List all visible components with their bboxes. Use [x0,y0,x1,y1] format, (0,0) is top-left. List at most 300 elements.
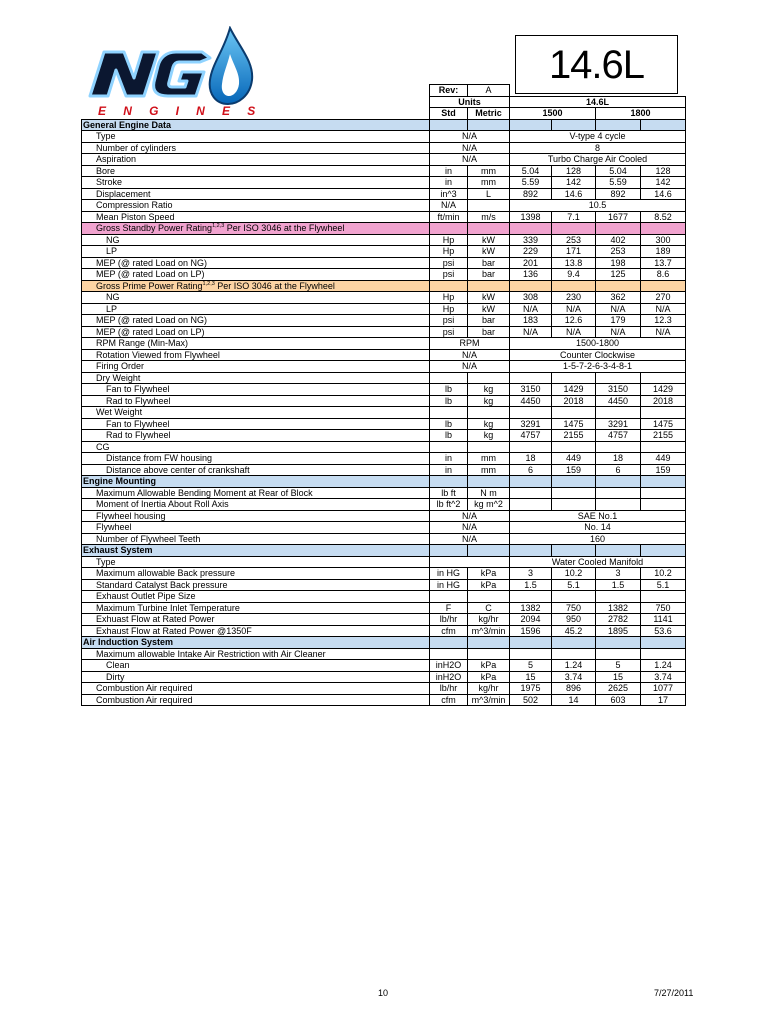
value-cell: 2155 [641,430,686,442]
spec-row [82,246,686,258]
value-cell: 1.24 [552,660,596,672]
rpm-1500-header: 1500 [510,108,596,120]
spec-label: Aspiration [82,154,430,166]
spec-label: Number of Flywheel Teeth [82,533,430,545]
value-cell: 5 [596,660,641,672]
spec-row [82,453,686,465]
rating-cell [552,280,596,292]
value-cell: 750 [641,602,686,614]
value-cell: 1975 [510,683,552,695]
spec-label: LP [82,246,430,258]
section-title: General Engine Data [82,119,430,131]
value-cell [510,487,552,499]
metric-unit-cell: bar [468,257,510,269]
value-cell [596,487,641,499]
unit-cell: N/A [430,533,510,545]
value-cell: 362 [596,292,641,304]
spec-row [82,177,686,189]
metric-unit-cell: mm [468,464,510,476]
spec-label: Firing Order [82,361,430,373]
empty-cell [641,372,686,384]
value-cell: 198 [596,257,641,269]
value-cell: 2018 [641,395,686,407]
section-header [82,545,686,557]
spec-row [82,154,686,166]
std-unit-cell: inH2O [430,671,468,683]
value-cell: 449 [552,453,596,465]
empty-cell [430,591,468,603]
spec-label: Exhaust Flow at Rated Power @1350F [82,625,430,637]
spec-row [82,338,686,350]
section-cell [430,637,468,649]
value-cell: 3 [510,568,552,580]
empty-cell [596,372,641,384]
spec-row [82,487,686,499]
spec-label: Stroke [82,177,430,189]
empty-cell [510,591,552,603]
std-unit-cell: lb/hr [430,683,468,695]
rating-cell [510,223,552,235]
section-cell [552,545,596,557]
empty-cell [552,407,596,419]
value-cell: SAE No.1 [510,510,686,522]
value-cell: 159 [641,464,686,476]
spec-label: MEP (@ rated Load on NG) [82,315,430,327]
value-cell: 17 [641,694,686,706]
spec-label: Wet Weight [82,407,430,419]
std-unit-cell: cfm [430,694,468,706]
value-cell: 1141 [641,614,686,626]
unit-cell: N/A [430,349,510,361]
metric-unit-cell [468,200,510,212]
std-unit-cell: ft/min [430,211,468,223]
value-cell: 1382 [510,602,552,614]
value-cell: 339 [510,234,552,246]
unit-cell: RPM [430,338,510,350]
std-unit-cell: lb [430,395,468,407]
value-cell: 230 [552,292,596,304]
section-cell [641,119,686,131]
spec-row [82,694,686,706]
std-unit-cell: N/A [430,200,468,212]
value-cell: 7.1 [552,211,596,223]
metric-unit-cell: kg/hr [468,614,510,626]
section-cell [510,476,552,488]
value-cell: 300 [641,234,686,246]
section-cell [430,119,468,131]
value-cell: 3.74 [552,671,596,683]
spec-label: Displacement [82,188,430,200]
spec-row [82,441,686,453]
spec-label: NG [82,292,430,304]
value-cell: 128 [641,165,686,177]
std-unit-cell: psi [430,326,468,338]
spec-label: MEP (@ rated Load on LP) [82,269,430,281]
section-cell [510,119,552,131]
value-cell: N/A [552,303,596,315]
rev-label: Rev: [430,85,468,97]
spec-row [82,418,686,430]
spec-row [82,211,686,223]
std-unit-cell: in HG [430,568,468,580]
empty-cell [510,372,552,384]
value-cell: 128 [552,165,596,177]
page-date: 7/27/2011 [654,988,694,998]
model-label: 14.6L [510,96,686,108]
spec-row [82,556,686,568]
section-cell [468,119,510,131]
spec-row [82,671,686,683]
value-cell: 2782 [596,614,641,626]
value-cell: N/A [510,303,552,315]
rating-cell [468,280,510,292]
rating-label: Gross Standby Power Rating [96,223,213,233]
value-cell [596,499,641,511]
empty-cell [468,441,510,453]
rev-row [82,85,686,97]
value-cell: 2094 [510,614,552,626]
metric-unit-cell: m^3/min [468,694,510,706]
empty-cell [468,407,510,419]
spec-label: MEP (@ rated Load on LP) [82,326,430,338]
unit-cell: N/A [430,154,510,166]
value-cell: 896 [552,683,596,695]
std-unit-cell: in [430,464,468,476]
value-cell: 5.1 [552,579,596,591]
unit-cell: N/A [430,142,510,154]
value-cell: 2155 [552,430,596,442]
spec-row [82,372,686,384]
spec-label: Dirty [82,671,430,683]
spec-label: Moment of Inertia About Roll Axis [82,499,430,511]
rating-cell [641,280,686,292]
section-cell [552,476,596,488]
spec-row [82,579,686,591]
value-cell: No. 14 [510,522,686,534]
spec-row [82,303,686,315]
value-cell: 1.24 [641,660,686,672]
value-cell: 892 [510,188,552,200]
value-cell: 18 [596,453,641,465]
section-header [82,119,686,131]
metric-unit-cell: bar [468,315,510,327]
spec-label: Type [82,131,430,143]
metric-unit-cell: kPa [468,660,510,672]
value-cell: 1429 [641,384,686,396]
metric-unit-cell: bar [468,326,510,338]
rating-cell [510,280,552,292]
value-cell: N/A [641,326,686,338]
spec-label: Exhuast Flow at Rated Power [82,614,430,626]
spec-table [81,84,686,706]
value-cell: 160 [510,533,686,545]
spec-row [82,533,686,545]
section-cell [510,637,552,649]
std-unit-cell: in^3 [430,188,468,200]
section-cell [468,545,510,557]
spec-label: Combustion Air required [82,683,430,695]
rating-cell [430,280,468,292]
rating-standard: Per ISO 3046 at the Flywheel [214,280,335,291]
unit-cell [430,556,510,568]
value-cell: 502 [510,694,552,706]
std-unit-cell: Hp [430,234,468,246]
metric-unit-cell: N m [468,487,510,499]
spec-row [82,234,686,246]
empty-cell [641,441,686,453]
std-header: Std [430,108,468,120]
value-cell: Counter Clockwise [510,349,686,361]
value-cell: 14.6 [641,188,686,200]
spec-row [82,188,686,200]
value-cell: 308 [510,292,552,304]
unit-cell: N/A [430,510,510,522]
value-cell: 5.1 [641,579,686,591]
value-cell: 13.8 [552,257,596,269]
value-cell: 201 [510,257,552,269]
spec-row [82,591,686,603]
rating-label: Gross Prime Power Rating [96,280,203,291]
value-cell: 2625 [596,683,641,695]
section-cell [641,476,686,488]
rating-cell [430,223,468,235]
spec-row [82,395,686,407]
value-cell: 1475 [641,418,686,430]
rating-title [82,223,430,235]
empty-cell [596,648,641,660]
empty-cell [641,648,686,660]
value-cell: 1.5 [510,579,552,591]
section-title: Air Induction System [82,637,430,649]
value-cell: 5.04 [596,165,641,177]
spec-row [82,269,686,281]
value-cell: 1077 [641,683,686,695]
value-cell: 402 [596,234,641,246]
metric-unit-cell: mm [468,165,510,177]
spec-label: Maximum allowable Back pressure [82,568,430,580]
spec-row [82,165,686,177]
value-cell: 9.4 [552,269,596,281]
spec-row [82,499,686,511]
std-unit-cell: in [430,165,468,177]
value-cell: 4450 [510,395,552,407]
spec-row [82,648,686,660]
section-cell [430,476,468,488]
value-cell: 10.2 [552,568,596,580]
spec-row [82,292,686,304]
unit-cell: N/A [430,131,510,143]
value-cell: 253 [596,246,641,258]
value-cell: 18 [510,453,552,465]
spec-row [82,349,686,361]
value-cell: 5.59 [596,177,641,189]
metric-unit-cell: kW [468,234,510,246]
empty-cell [430,648,468,660]
value-cell [641,487,686,499]
value-cell: 189 [641,246,686,258]
section-cell [596,119,641,131]
empty-cell [510,441,552,453]
value-cell: 449 [641,453,686,465]
unit-cell: N/A [430,522,510,534]
section-cell [552,119,596,131]
spec-label: Maximum Turbine Inlet Temperature [82,602,430,614]
section-header [82,637,686,649]
section-cell [468,476,510,488]
value-cell: 4757 [596,430,641,442]
value-cell: 1.5 [596,579,641,591]
spec-label: Fan to Flywheel [82,418,430,430]
spec-row [82,142,686,154]
std-unit-cell: lb ft [430,487,468,499]
value-cell: 10.5 [510,200,686,212]
value-cell: 270 [641,292,686,304]
std-unit-cell: in [430,453,468,465]
metric-unit-cell: kPa [468,568,510,580]
metric-unit-cell: C [468,602,510,614]
value-cell: N/A [596,326,641,338]
value-cell [641,499,686,511]
std-unit-cell: psi [430,269,468,281]
section-cell [596,476,641,488]
rating-cell [641,223,686,235]
value-cell: 3291 [510,418,552,430]
spec-row [82,131,686,143]
metric-unit-cell: kW [468,303,510,315]
value-cell: 142 [552,177,596,189]
value-cell: N/A [552,326,596,338]
spec-label: Bore [82,165,430,177]
spec-row [82,522,686,534]
spec-row [82,257,686,269]
spec-row [82,430,686,442]
empty-cell [468,591,510,603]
section-cell [552,637,596,649]
spec-row [82,602,686,614]
value-cell: 159 [552,464,596,476]
spec-label: Rotation Viewed from Flywheel [82,349,430,361]
value-cell: Water Cooled Manifold [510,556,686,568]
spec-label: Flywheel housing [82,510,430,522]
spec-row [82,464,686,476]
value-cell: 1475 [552,418,596,430]
value-cell: 14.6 [552,188,596,200]
value-cell: 3 [596,568,641,580]
spec-label: Clean [82,660,430,672]
value-cell: 5 [510,660,552,672]
value-cell: 12.6 [552,315,596,327]
spec-row [82,683,686,695]
value-cell: 136 [510,269,552,281]
rating-title [82,280,430,292]
metric-unit-cell: mm [468,453,510,465]
std-unit-cell: Hp [430,303,468,315]
unit-cell: N/A [430,361,510,373]
value-cell: 3150 [596,384,641,396]
section-cell [510,545,552,557]
spec-row [82,384,686,396]
value-cell: 950 [552,614,596,626]
spec-label: Flywheel [82,522,430,534]
value-cell: 3291 [596,418,641,430]
value-cell: 53.6 [641,625,686,637]
empty-cell [596,591,641,603]
empty-cell [596,441,641,453]
empty-cell [510,648,552,660]
value-cell: N/A [510,326,552,338]
metric-unit-cell: kg/hr [468,683,510,695]
value-cell: 10.2 [641,568,686,580]
section-title: Engine Mounting [82,476,430,488]
empty-cell [468,372,510,384]
std-unit-cell: psi [430,315,468,327]
spec-label: Maximum Allowable Bending Moment at Rear of Block [82,487,430,499]
empty-cell [430,441,468,453]
metric-unit-cell: mm [468,177,510,189]
value-cell: 5.04 [510,165,552,177]
spec-label: LP [82,303,430,315]
metric-unit-cell: kg [468,395,510,407]
spec-row [82,510,686,522]
spec-row [82,326,686,338]
value-cell: 183 [510,315,552,327]
value-cell: N/A [641,303,686,315]
metric-unit-cell: kPa [468,671,510,683]
value-cell: 603 [596,694,641,706]
value-cell: 15 [596,671,641,683]
model-title: 14.6L [548,43,645,87]
metric-unit-cell: kPa [468,579,510,591]
value-cell: 1429 [552,384,596,396]
std-unit-cell: inH2O [430,660,468,672]
value-cell: N/A [596,303,641,315]
empty-cell [641,591,686,603]
metric-unit-cell: kW [468,246,510,258]
metric-unit-cell: kg [468,418,510,430]
value-cell: 1-5-7-2-6-3-4-8-1 [510,361,686,373]
value-cell: 179 [596,315,641,327]
metric-unit-cell: L [468,188,510,200]
spec-label: MEP (@ rated Load on NG) [82,257,430,269]
spec-label: Combustion Air required [82,694,430,706]
spec-label: Dry Weight [82,372,430,384]
metric-unit-cell: kg [468,384,510,396]
empty-cell [552,441,596,453]
metric-header: Metric [468,108,510,120]
value-cell: 45.2 [552,625,596,637]
value-cell: 6 [510,464,552,476]
value-cell: 750 [552,602,596,614]
std-unit-cell: Hp [430,292,468,304]
spec-label: Rad to Flywheel [82,395,430,407]
empty-cell [641,407,686,419]
value-cell: 12.3 [641,315,686,327]
value-cell: 1500-1800 [510,338,686,350]
value-cell: 14 [552,694,596,706]
section-cell [641,545,686,557]
std-unit-cell: in HG [430,579,468,591]
spec-row [82,614,686,626]
column-header-row [82,108,686,120]
value-cell: 5.59 [510,177,552,189]
metric-unit-cell: bar [468,269,510,281]
spec-label: CG [82,441,430,453]
spec-row [82,407,686,419]
metric-unit-cell: m^3/min [468,625,510,637]
section-cell [641,637,686,649]
value-cell: 171 [552,246,596,258]
std-unit-cell: lb ft^2 [430,499,468,511]
